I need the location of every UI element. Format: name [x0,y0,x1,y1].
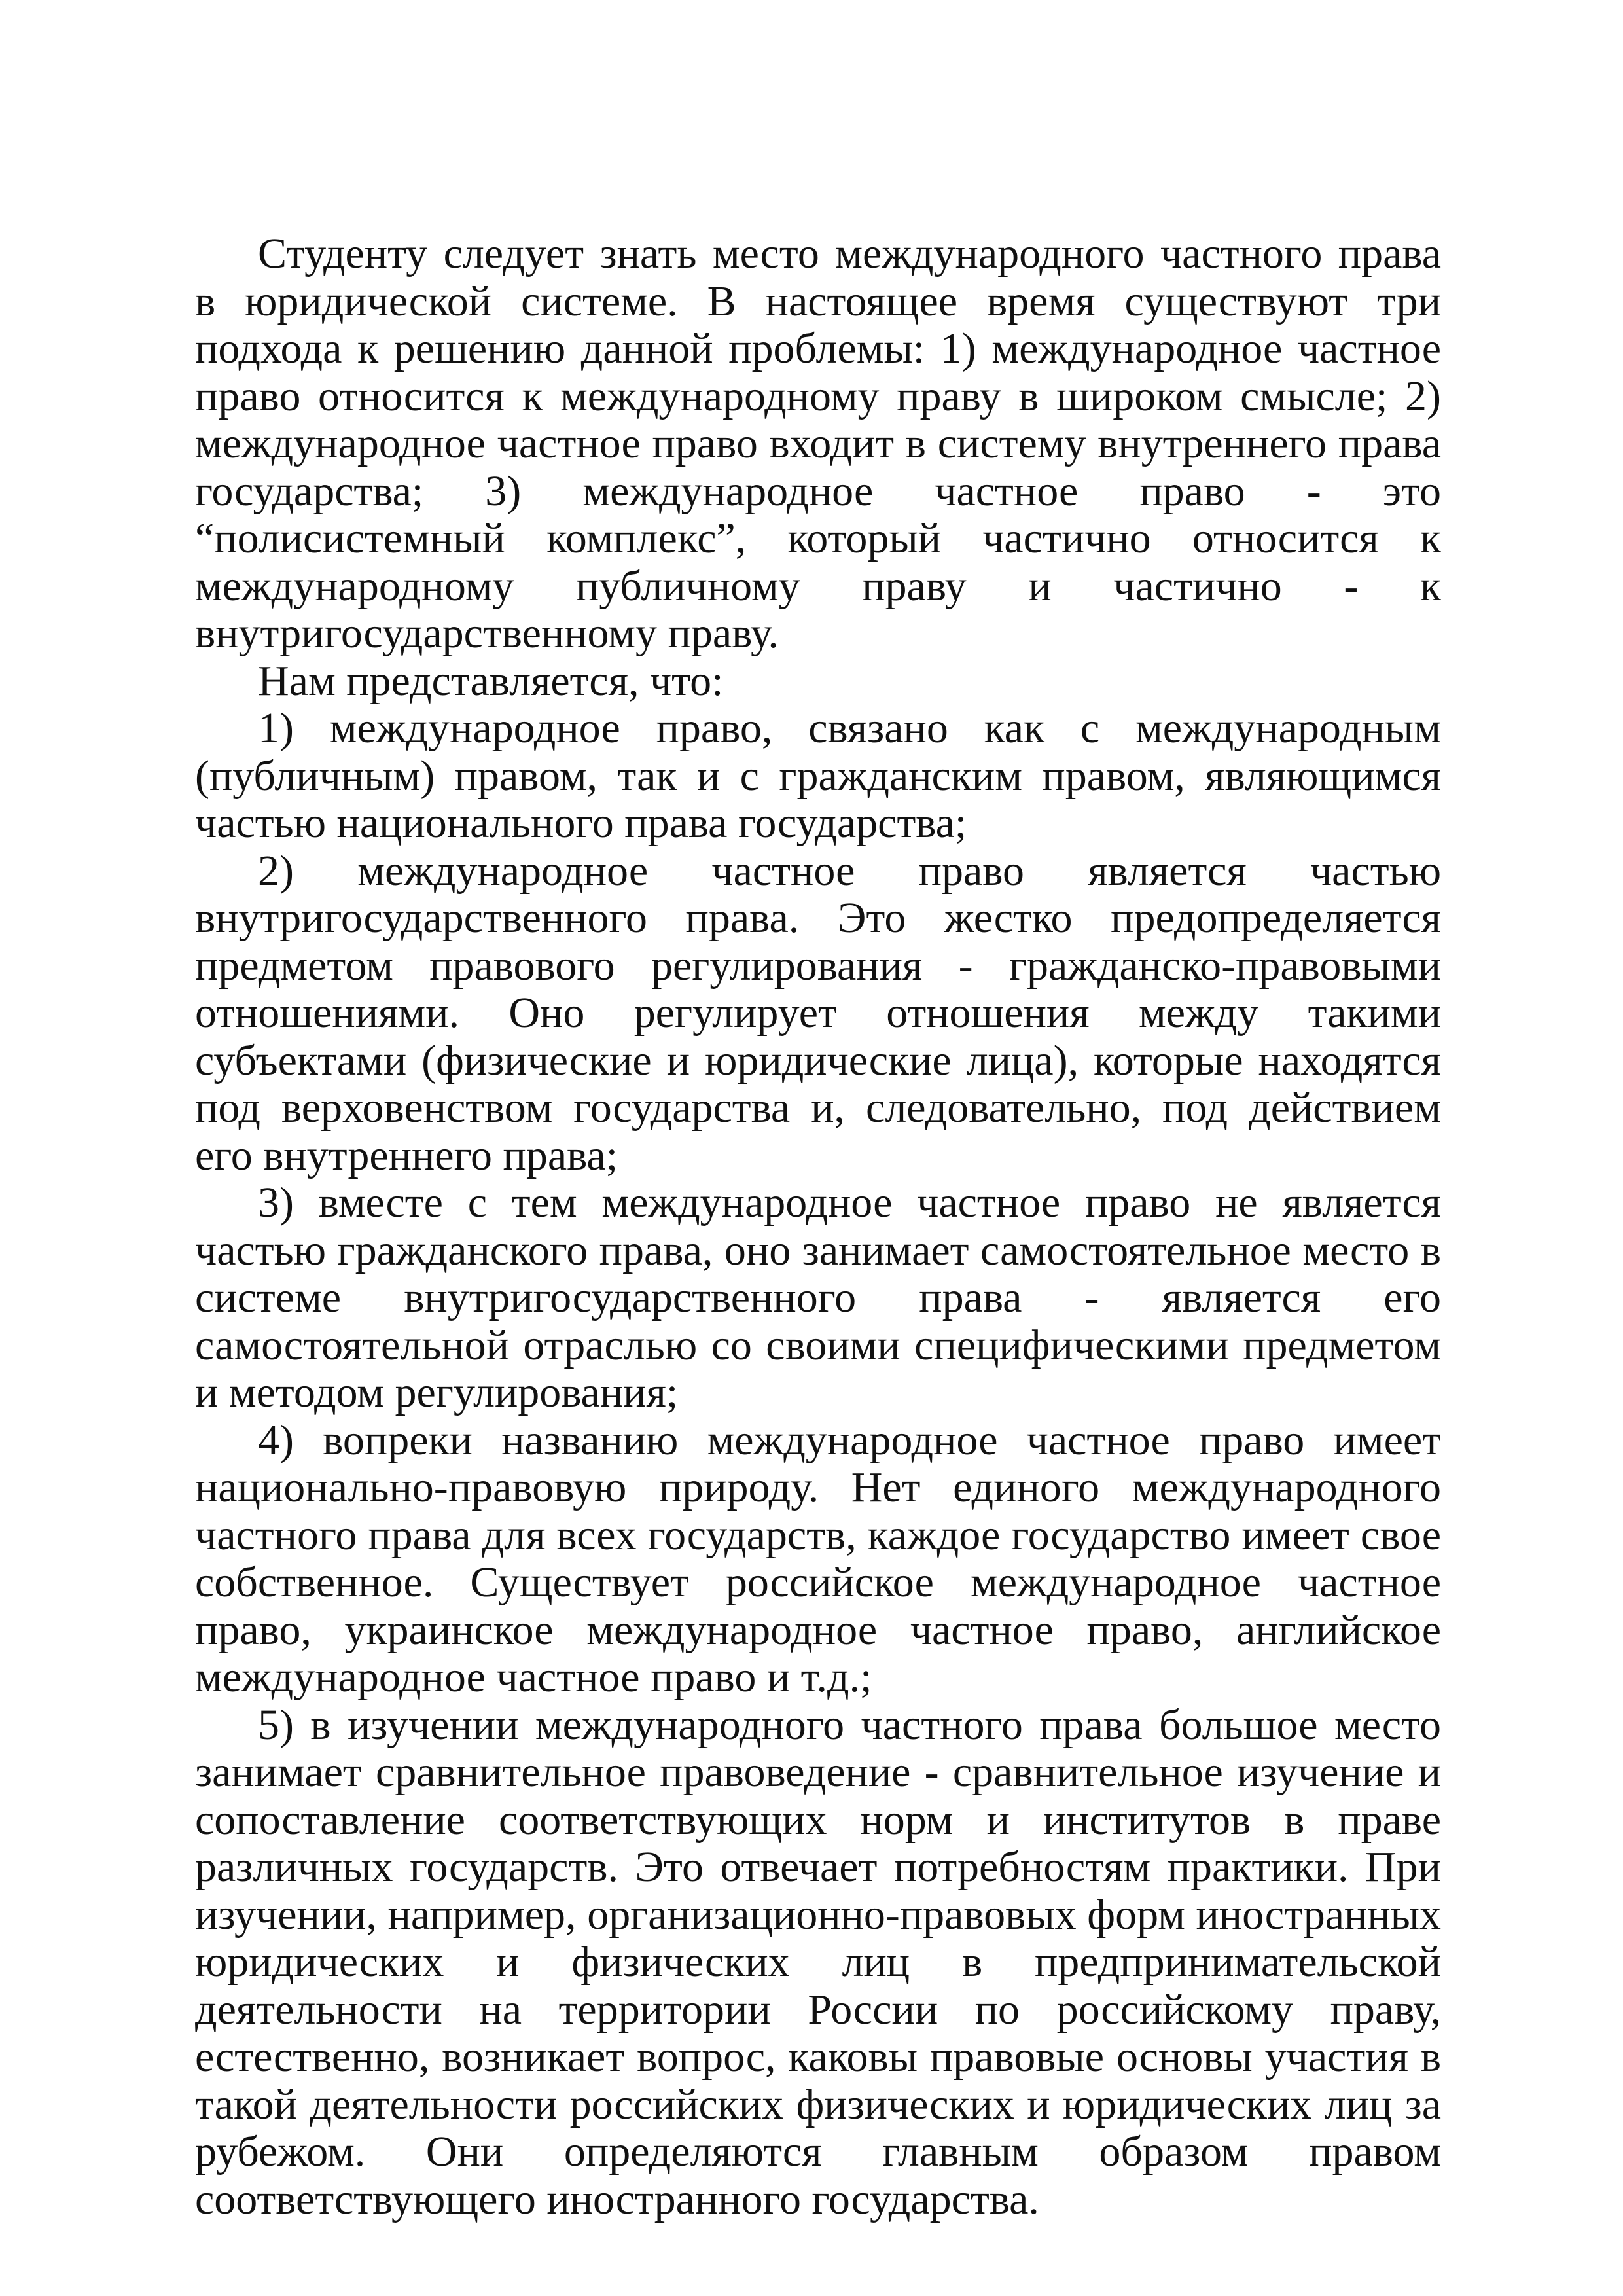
paragraph-point-1: 1) международное право, связано как с международным (публичным) правом, так и с гражданским правом, являющимся частью национального права государства; [195,704,1441,847]
paragraph-point-2: 2) международное частное право является частью внутригосударственного права. Это жестко предопределяется предметом правового регулирования - гражданско-правовыми отношениями. Оно регулирует отношения между такими субъектами (физические и юридические лица), которые находятся под верховенством государства и, следовательно, под действием его внутреннего права; [195,846,1441,1179]
paragraph-point-4: 4) вопреки названию международное частное право имеет национально-правовую природу. Нет единого международного частного права для всех государств, каждое государство имеет свое собственное. Существует российское международное частное право, украинское международное частное право, английское международное частное право и т.д.; [195,1416,1441,1701]
paragraph-point-5: 5) в изучении международного частного права большое место занимает сравнительное правоведение - сравнительное изучение и сопоставление соответствующих норм и институтов в праве различных государств. Это отвечает потребностям практики. При изучении, например, организационно-правовых форм иностранных юридических и физических лиц в предпринимательской деятельности на территории России по российскому праву, естественно, возникает вопрос, каковы правовые основы участия в такой деятельности российских физических и юридических лиц за рубежом. Они определяются главным образом правом соответствующего иностранного государства. [195,1700,1441,2223]
body-text [195,230,1441,2223]
paragraph-intro: Студенту следует знать место международного частного права в юридической системе. В настоящее время существуют три подхода к решению данной проблемы: 1) международное частное право относится к международному праву в широком смысле; 2) международное частное право входит в систему внутреннего права государства; 3) международное частное право - это “полисистемный комплекс”, который частично относится к международному публичному праву и частично - к внутригосударственному праву. [195,230,1441,657]
paragraph-point-3: 3) вместе с тем международное частное право не является частью гражданского права, оно занимает самостоятельное место в системе внутригосударственного права - является его самостоятельной отраслью со своими специфическими предметом и методом регулирования; [195,1179,1441,1416]
paragraph-lead-in: Нам представляется, что: [258,656,724,705]
